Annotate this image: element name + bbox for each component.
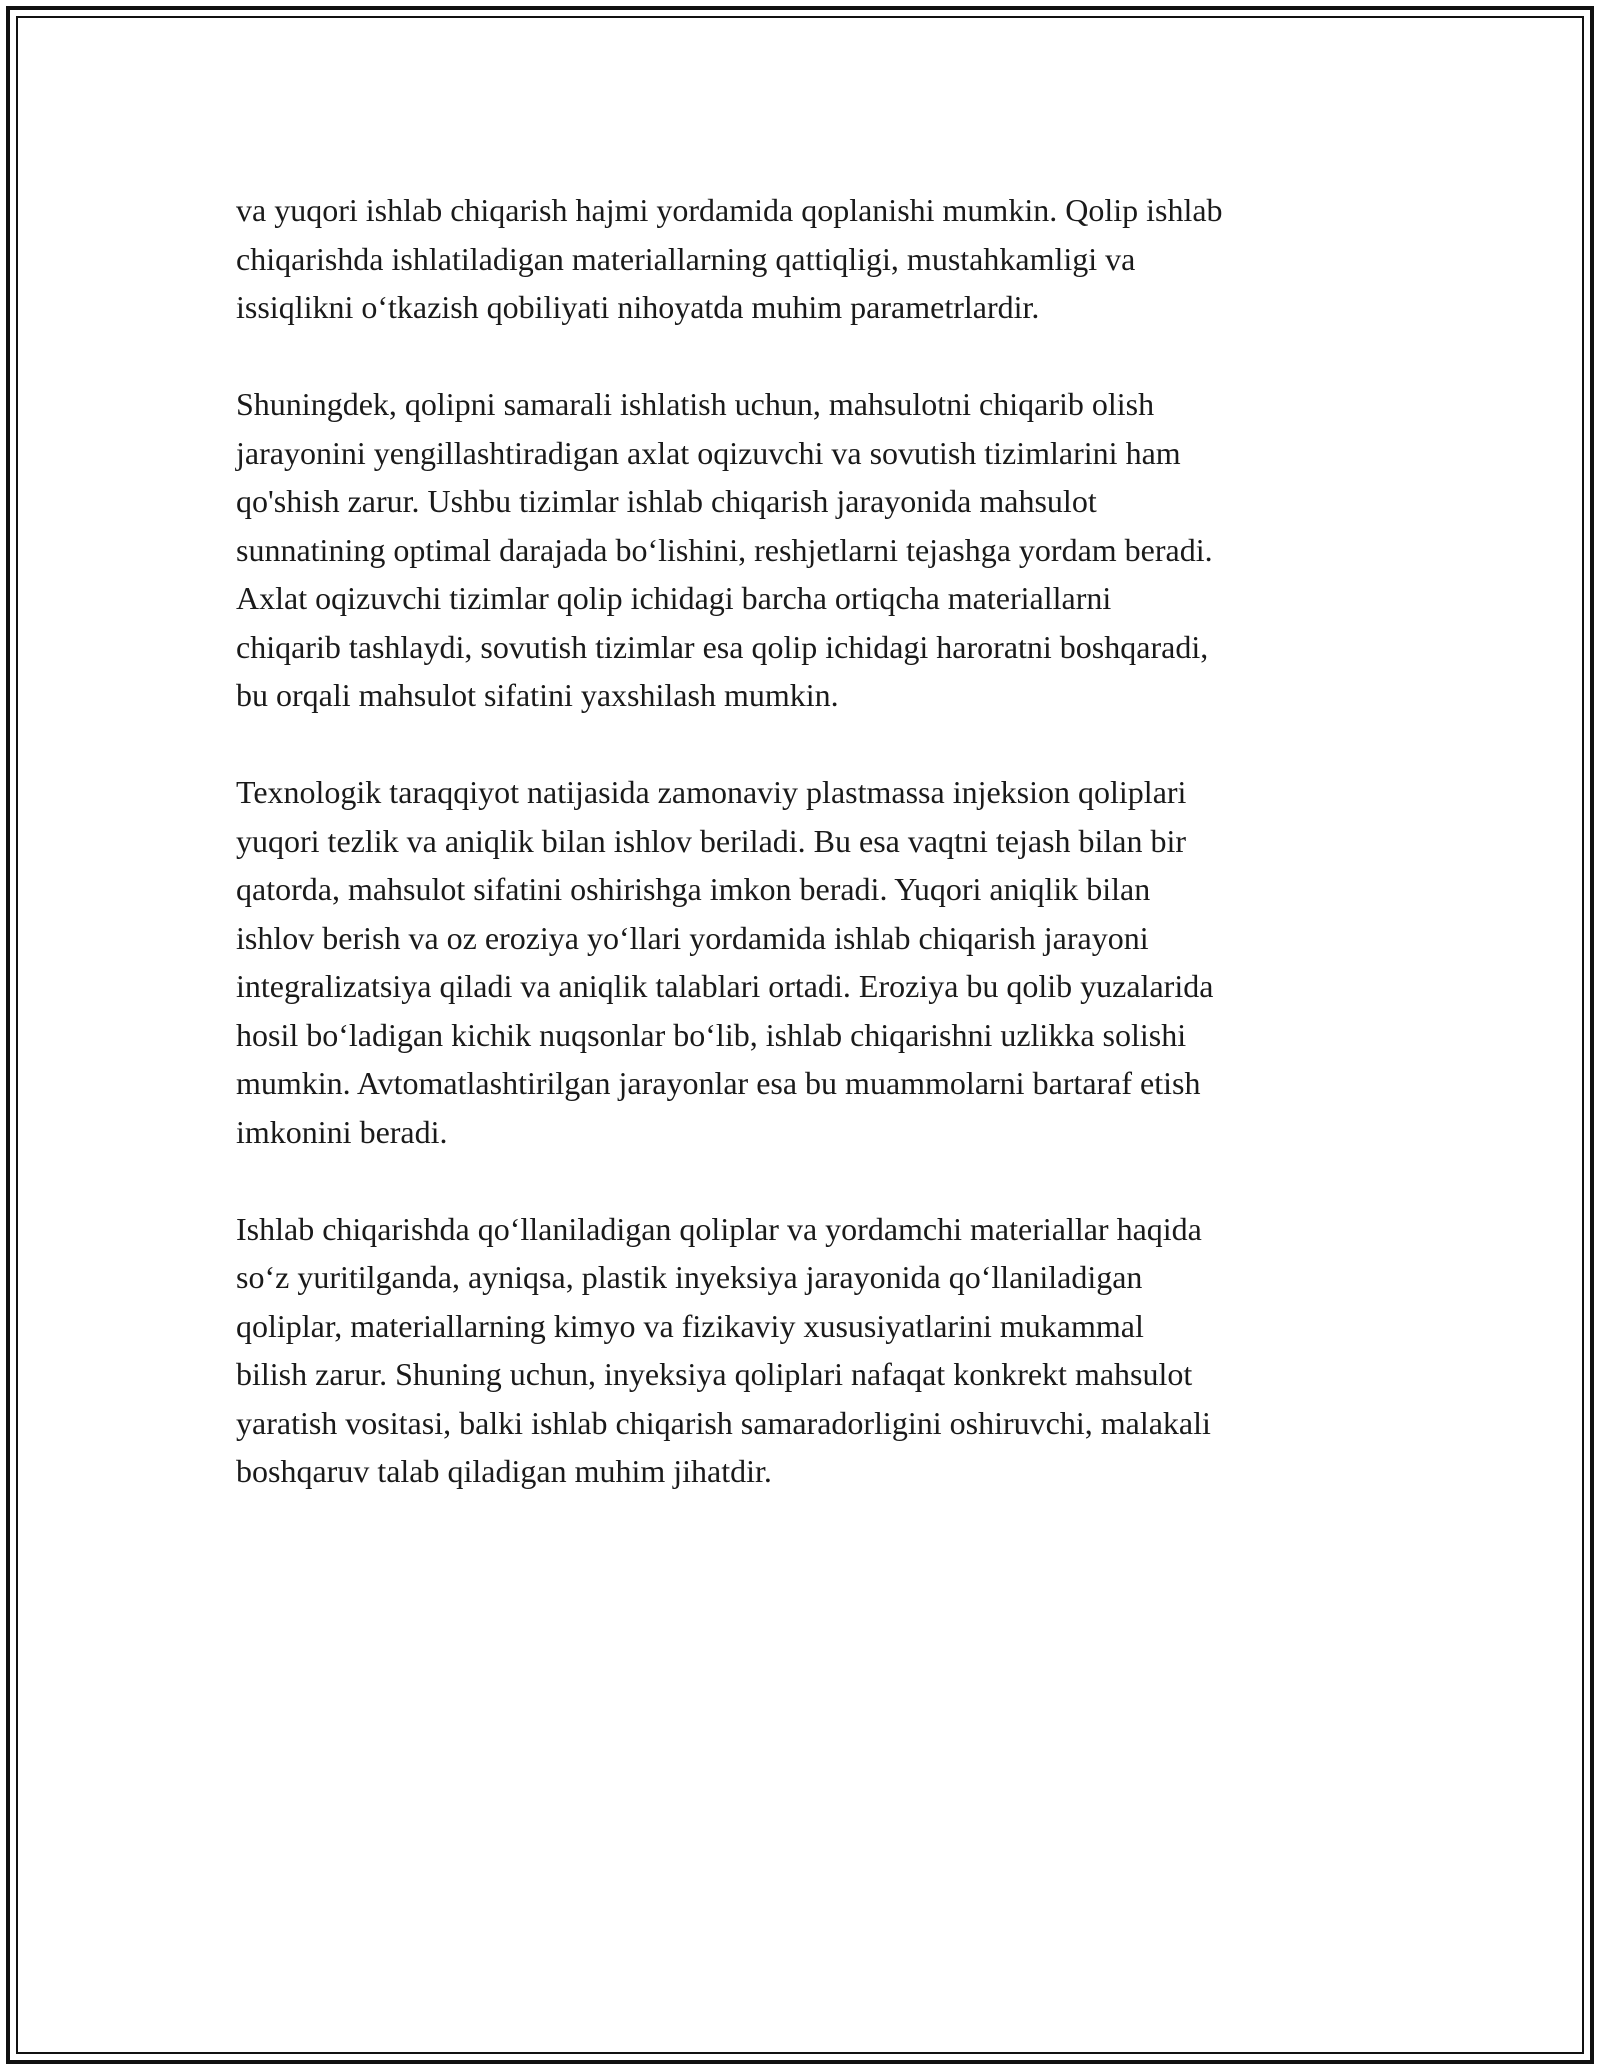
paragraph-1: va yuqori ishlab chiqarish hajmi yordamida qoplanishi mumkin. Qolip ishlab chiqarishda ishlatiladigan materiallarning qattiqligi, mustahkamligi va issiqlikni o‘tkazish qobiliyati nihoyatda muhim parametrlardir. bbox=[236, 192, 1223, 325]
paragraph-4: Ishlab chiqarishda qo‘llaniladigan qoliplar va yordamchi materiallar haqida so‘z yuritilganda, ayniqsa, plastik inyeksiya jarayonida qo‘llaniladigan qoliplar, materiallarning kimyo va fizikaviy xususiyatlarini mukammal bilish zarur. Shuning uchun, inyeksiya qoliplari nafaqat konkrekt mahsulot yaratish vositasi, balki ishlab chiqarish samaradorligini oshiruvchi, malakali boshqaruv talab qiladigan muhim jihatdir. bbox=[236, 1210, 1211, 1489]
paragraph-2: Shuningdek, qolipni samarali ishlatish uchun, mahsulotni chiqarib olish jarayonini yengillashtiradigan axlat oqizuvchi va sovutish tizimlarini ham qo'shish zarur. Ushbu tizimlar ishlab chiqarish jarayonida mahsulot sunnatining optimal darajada bo‘lishini, reshjetlarni tejashga yordam beradi. Axlat oqizuvchi tizimlar qolip ichidagi barcha ortiqcha materiallarni chiqarib tashlaydi, sovutish tizimlar esa qolip ichidagi haroratni boshqaradi, bu orqali mahsulot sifatini yaxshilash mumkin. bbox=[236, 386, 1213, 713]
paragraph-3: Texnologik taraqqiyot natijasida zamonaviy plastmassa injeksion qoliplari yuqori tezlik va aniqlik bilan ishlov beriladi. Bu esa vaqtni tejash bilan bir qatorda, mahsulot sifatini oshirishga imkon beradi. Yuqori aniqlik bilan ishlov berish va oz eroziya yo‘llari yordamida ishlab chiqarish jarayoni integralizatsiya qiladi va aniqlik talablari ortadi. Eroziya bu qolib yuzalarida hosil bo‘ladigan kichik nuqsonlar bo‘lib, ishlab chiqarishni uzlikka solishi mumkin. Avtomatlashtirilgan jarayonlar esa bu muammolarni bartaraf etish imkonini beradi. bbox=[236, 774, 1214, 1150]
document-body bbox=[236, 186, 1396, 1496]
